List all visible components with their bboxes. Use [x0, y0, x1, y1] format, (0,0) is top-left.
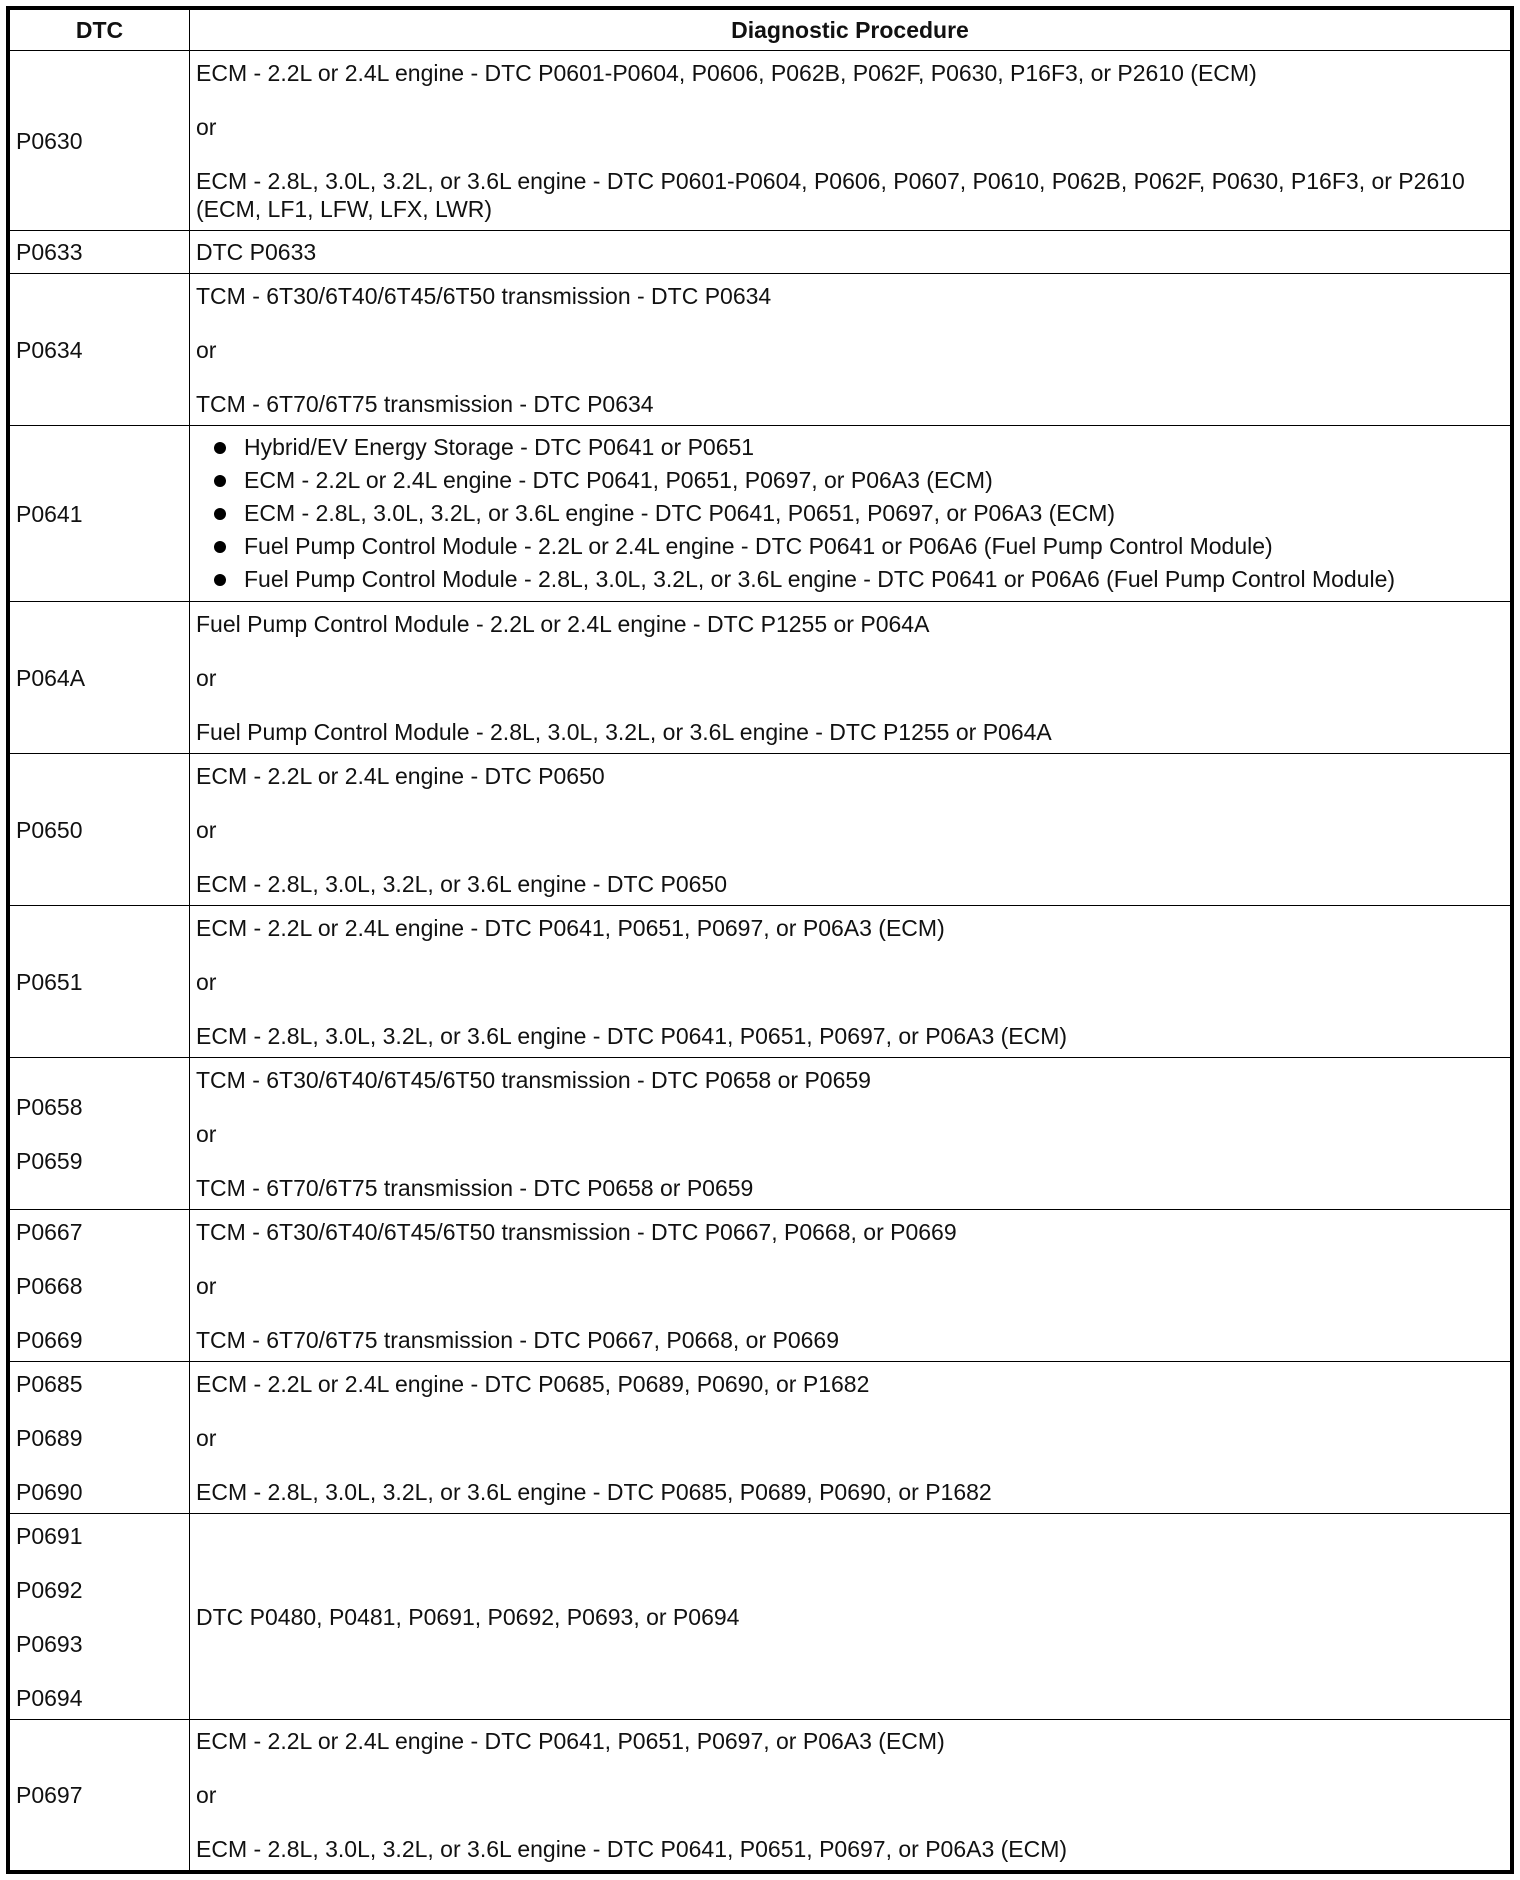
bullet-text: Fuel Pump Control Module - 2.8L, 3.0L, 3.2L, or 3.6L engine - DTC P0641 or P06A6 (Fuel Pump Control Module) [244, 566, 1396, 592]
procedure-line: or [196, 1272, 217, 1299]
table-row [10, 231, 1511, 274]
bullet-icon [214, 574, 226, 586]
bullet-icon [214, 508, 226, 520]
dtc-table [9, 9, 1511, 1871]
table-row [10, 426, 1511, 602]
procedure-cell [190, 51, 1511, 231]
procedure-cell [190, 906, 1511, 1058]
list-item [214, 497, 1504, 530]
dtc-cell [10, 274, 190, 426]
procedure-cell [190, 426, 1511, 602]
dtc-code: P0668 [16, 1272, 83, 1299]
procedure-line: or [196, 113, 217, 140]
table-row [10, 602, 1511, 754]
dtc-code: P0667 [16, 1218, 83, 1245]
bullet-list [196, 431, 1504, 596]
table-row [10, 274, 1511, 426]
dtc-code: P064A [16, 664, 86, 691]
list-item [214, 464, 1504, 497]
procedure-line: TCM - 6T30/6T40/6T45/6T50 transmission - DTC P0658 or P0659 [196, 1066, 871, 1093]
dtc-code: P0634 [16, 336, 83, 363]
procedure-line: TCM - 6T30/6T40/6T45/6T50 transmission - DTC P0634 [196, 282, 772, 309]
dtc-code: P0694 [16, 1684, 83, 1711]
header-procedure: Diagnostic Procedure [190, 10, 1511, 51]
procedure-line: or [196, 336, 217, 363]
procedure-line: or [196, 1424, 217, 1451]
table-row [10, 51, 1511, 231]
table-row [10, 1720, 1511, 1871]
procedure-line: ECM - 2.2L or 2.4L engine - DTC P0685, P0689, P0690, or P1682 [196, 1370, 870, 1397]
procedure-cell [190, 1514, 1511, 1720]
dtc-code: P0633 [16, 239, 83, 265]
procedure-cell [190, 1362, 1511, 1514]
dtc-cell [10, 1058, 190, 1210]
procedure-cell [190, 1210, 1511, 1362]
procedure-line: TCM - 6T70/6T75 transmission - DTC P0667, P0668, or P0669 [196, 1326, 840, 1353]
bullet-text: Hybrid/EV Energy Storage - DTC P0641 or P0651 [244, 434, 755, 460]
dtc-cell [10, 1210, 190, 1362]
procedure-line: ECM - 2.2L or 2.4L engine - DTC P0641, P0651, P0697, or P06A3 (ECM) [196, 1728, 945, 1754]
table-row [10, 754, 1511, 906]
procedure-line: ECM - 2.8L, 3.0L, 3.2L, or 3.6L engine - DTC P0641, P0651, P0697, or P06A3 (ECM) [196, 1836, 1068, 1862]
procedure-line: ECM - 2.8L, 3.0L, 3.2L, or 3.6L engine - DTC P0685, P0689, P0690, or P1682 [196, 1478, 992, 1505]
procedure-cell [190, 602, 1511, 754]
procedure-line: or [196, 816, 217, 843]
bullet-icon [214, 442, 226, 454]
bullet-text: ECM - 2.8L, 3.0L, 3.2L, or 3.6L engine - DTC P0641, P0651, P0697, or P06A3 (ECM) [244, 500, 1116, 526]
procedure-line: Fuel Pump Control Module - 2.2L or 2.4L engine - DTC P1255 or P064A [196, 610, 930, 637]
dtc-code: P0669 [16, 1326, 83, 1353]
dtc-code: P0650 [16, 816, 83, 843]
list-item [214, 431, 1504, 464]
procedure-line: DTC P0633 [196, 239, 317, 265]
procedure-line: or [196, 1120, 217, 1147]
procedure-line: Fuel Pump Control Module - 2.8L, 3.0L, 3.2L, or 3.6L engine - DTC P1255 or P064A [196, 718, 1052, 745]
dtc-cell [10, 1720, 190, 1871]
dtc-cell [10, 231, 190, 274]
procedure-line: ECM - 2.8L, 3.0L, 3.2L, or 3.6L engine - DTC P0641, P0651, P0697, or P06A3 (ECM) [196, 1022, 1068, 1049]
table-row [10, 1058, 1511, 1210]
dtc-cell [10, 906, 190, 1058]
procedure-cell [190, 231, 1511, 274]
dtc-cell [10, 51, 190, 231]
procedure-line: ECM - 2.2L or 2.4L engine - DTC P0641, P0651, P0697, or P06A3 (ECM) [196, 914, 945, 941]
table-row [10, 1210, 1511, 1362]
dtc-code: P0651 [16, 968, 83, 995]
procedure-cell [190, 754, 1511, 906]
procedure-cell [190, 274, 1511, 426]
procedure-line: or [196, 664, 217, 691]
bullet-icon [214, 475, 226, 487]
bullet-text: ECM - 2.2L or 2.4L engine - DTC P0641, P0651, P0697, or P06A3 (ECM) [244, 467, 993, 493]
procedure-line: DTC P0480, P0481, P0691, P0692, P0693, or P0694 [196, 1603, 740, 1630]
dtc-code: P0641 [16, 500, 83, 527]
table-row [10, 906, 1511, 1058]
procedure-cell [190, 1720, 1511, 1871]
procedure-line: TCM - 6T70/6T75 transmission - DTC P0658 or P0659 [196, 1174, 754, 1201]
header-row [10, 10, 1511, 51]
table-row [10, 1362, 1511, 1514]
dtc-code: P0697 [16, 1782, 83, 1808]
header-dtc: DTC [10, 10, 190, 51]
procedure-line: ECM - 2.2L or 2.4L engine - DTC P0601-P0604, P0606, P062B, P062F, P0630, P16F3, or P2610 (ECM) [196, 59, 1257, 86]
procedure-line: ECM - 2.8L, 3.0L, 3.2L, or 3.6L engine - DTC P0650 [196, 870, 727, 897]
list-item [214, 530, 1504, 563]
dtc-code: P0689 [16, 1424, 83, 1451]
list-item [214, 563, 1504, 596]
dtc-code: P0658 [16, 1093, 83, 1120]
procedure-line: or [196, 1782, 217, 1808]
dtc-code: P0691 [16, 1522, 83, 1549]
table-row [10, 1514, 1511, 1720]
procedure-line: or [196, 968, 217, 995]
dtc-cell [10, 1362, 190, 1514]
procedure-line: ECM - 2.8L, 3.0L, 3.2L, or 3.6L engine - DTC P0601-P0604, P0606, P0607, P0610, P062B, P062F, P0630, P16F3, or P2610 (ECM, LF1, LFW, LFX, LWR) [196, 167, 1465, 222]
dtc-code: P0630 [16, 127, 83, 154]
dtc-cell [10, 1514, 190, 1720]
dtc-code: P0659 [16, 1147, 83, 1174]
dtc-code: P0693 [16, 1630, 83, 1657]
bullet-text: Fuel Pump Control Module - 2.2L or 2.4L engine - DTC P0641 or P06A6 (Fuel Pump Control Module) [244, 533, 1273, 559]
dtc-code: P0690 [16, 1478, 83, 1505]
procedure-line: ECM - 2.2L or 2.4L engine - DTC P0650 [196, 762, 605, 789]
dtc-code: P0692 [16, 1576, 83, 1603]
dtc-table-document [6, 6, 1514, 1874]
bullet-icon [214, 541, 226, 553]
dtc-cell [10, 602, 190, 754]
procedure-cell [190, 1058, 1511, 1210]
procedure-line: TCM - 6T30/6T40/6T45/6T50 transmission - DTC P0667, P0668, or P0669 [196, 1218, 957, 1245]
dtc-code: P0685 [16, 1370, 83, 1397]
procedure-line: TCM - 6T70/6T75 transmission - DTC P0634 [196, 390, 654, 417]
dtc-cell [10, 754, 190, 906]
dtc-cell [10, 426, 190, 602]
